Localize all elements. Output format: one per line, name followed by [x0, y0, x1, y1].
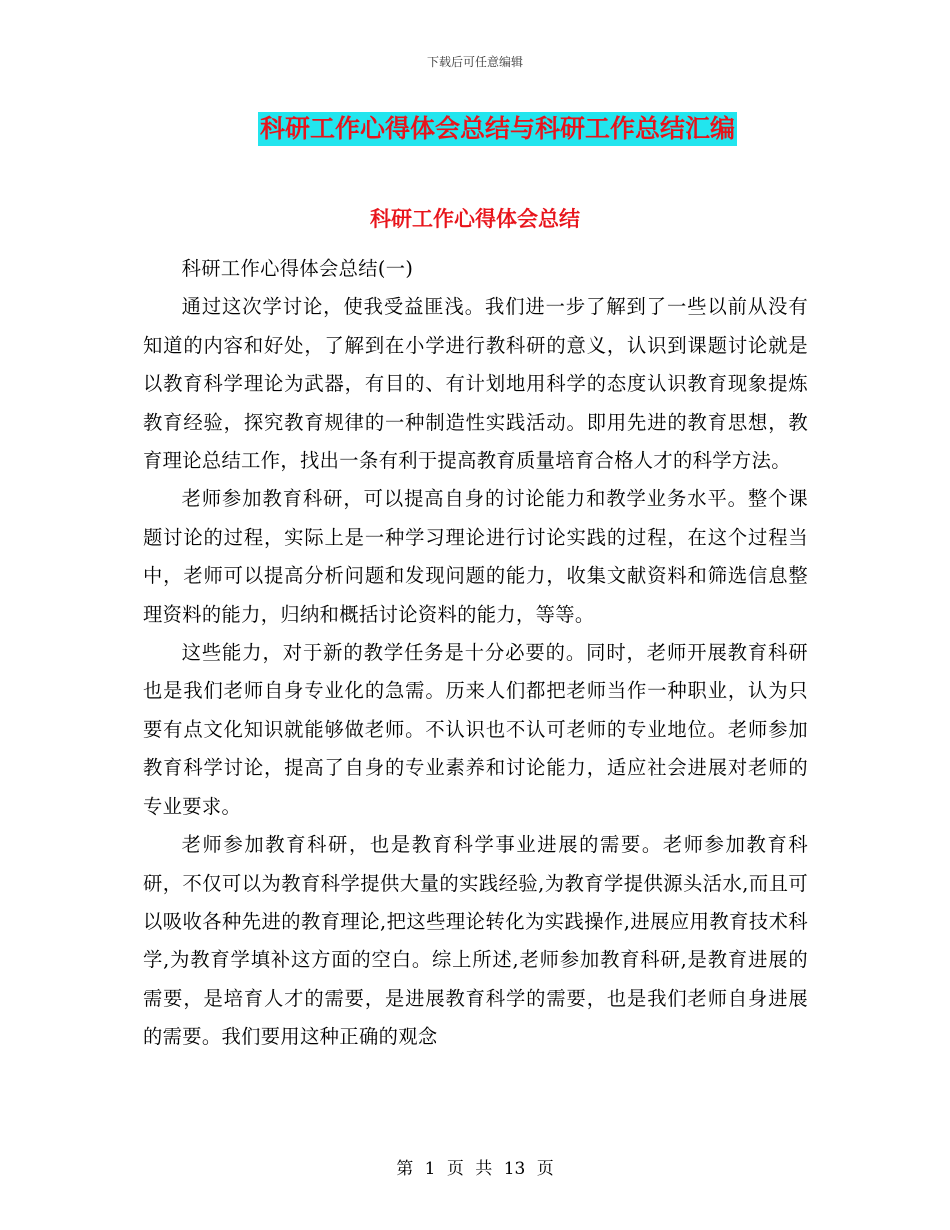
paragraph: 老师参加教育科研，可以提高自身的讨论能力和教学业务水平。整个课题讨论的过程，实际上是一种学习理论进行讨论实践的过程，在这个过程当中，老师可以提高分析问题和发现问题的能力，收集文献资料和筛选信息整理资料的能力，归纳和概括讨论资料的能力，等等。	[143, 487, 808, 626]
page-number: 第 1 页 共 13 页	[396, 1159, 554, 1179]
paragraph: 老师参加教育科研，也是教育科学事业进展的需要。老师参加教育科研，不仅可以为教育科学提供大量的实践经验,为教育学提供源头活水,而且可以吸收各种先进的教育理论,把这些理论转化为实践操作,进展应用教育技术科学,为教育学填补这方面的空白。综上所述,老师参加教育科研,是教育进展的需要，是培育人才的需要，是进展教育科学的需要，也是我们老师自身进展的需要。我们要用这种正确的观念	[143, 833, 808, 1049]
paragraph: 这些能力，对于新的教学任务是十分必要的。同时，老师开展教育科研也是我们老师自身专业化的急需。历来人们都把老师当作一种职业，认为只要有点文化知识就能够做老师。不认识也不认可老师的专业地位。老师参加教育科学讨论，提高了自身的专业素养和讨论能力，适应社会进展对老师的专业要求。	[143, 641, 808, 818]
main-title-container	[0, 112, 950, 146]
paragraph-heading: 科研工作心得体会总结(一)	[181, 257, 414, 280]
download-note: 下载后可任意编辑	[426, 55, 523, 69]
section-title: 科研工作心得体会总结	[370, 207, 580, 231]
paragraph: 通过这次学讨论，使我受益匪浅。我们进一步了解到了一些以前从没有知道的内容和好处，了解到在小学进行教科研的意义，认识到课题讨论就是以教育科学理论为武器，有目的、有计划地用科学的态度认识教育现象提炼教育经验，探究教育规律的一种制造性实践活动。即用先进的教育思想，教育理论总结工作，找出一条有利于提高教育质量培育合格人才的科学方法。	[143, 295, 808, 473]
main-title: 科研工作心得体会总结与科研工作总结汇编	[258, 112, 737, 146]
document-body	[143, 250, 808, 1057]
